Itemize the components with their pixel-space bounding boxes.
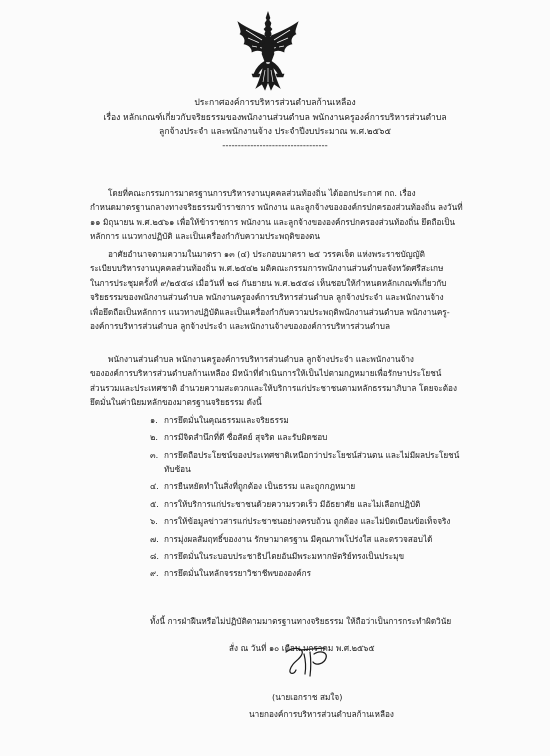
- item-number: ๕.: [150, 498, 159, 509]
- signer-name: (นายเอกราช สมใจ): [272, 692, 343, 702]
- item-number: ๓.: [150, 449, 159, 460]
- paragraph-3: [90, 352, 480, 410]
- given-date: สั่ง ณ วันที่ ๑๐ เดือน มกราคม พ.ศ.๒๕๖๕: [229, 643, 375, 653]
- paragraph-2: [90, 247, 480, 333]
- item-text: การมุ่งผลสัมฤทธิ์ของงาน รักษามาตรฐาน มีคุณภาพโปร่งใส และตรวจสอบได้: [164, 533, 433, 544]
- handwritten-signature: [280, 644, 336, 680]
- paragraph-line: จริยธรรมของพนักงานส่วนตำบล พนักงานครูองค์การบริหารส่วนตำบล ลูกจ้างประจำ และพนักงานจ้าง: [90, 292, 444, 303]
- item-text: การมีจิตสำนึกที่ดี ซื่อสัตย์ สุจริต และรับผิดชอบ: [164, 432, 328, 443]
- item-text: การยึดถือประโยชน์ของประเทศชาติเหนือกว่าประโยชน์ส่วนตน และไม่มีผลประโยชน์: [164, 449, 460, 460]
- core-values-list: [150, 413, 490, 584]
- item-text: การยึดมั่นในหลักจรรยาวิชาชีพขององค์กร: [164, 568, 311, 579]
- paragraph-line: ๑๑ มิถุนายน พ.ศ.๒๕๖๑ เพื่อให้ข้าราชการ พนักงาน และลูกจ้างขององค์กรปกครองส่วนท้องถิ่น ยึดถือเป็น: [90, 216, 455, 227]
- paragraph-line: ในการประชุมครั้งที่ ๙/๒๕๕๘ เมื่อวันที่ ๒๘ กันยายน พ.ศ.๒๕๕๘ เห็นชอบให้กำหนดหลักเกณฑ์เกี่ยวกับ: [90, 277, 447, 288]
- item-number: ๗.: [150, 533, 159, 544]
- paragraph-1: [90, 186, 480, 244]
- closing-statement: ทั้งนี้ การฝ่าฝืนหรือไม่ปฏิบัติตามมาตรฐานทางจริยธรรม ให้ถือว่าเป็นการกระทำผิดวินัย: [150, 616, 452, 626]
- list-item: [150, 566, 490, 580]
- list-item: [150, 430, 490, 444]
- list-item: [150, 479, 490, 493]
- list-item: [150, 497, 490, 511]
- list-item: [150, 549, 490, 563]
- paragraph-line: ยึดมั่นในค่านิยมหลักของมาตรฐานจริยธรรม ดังนี้: [90, 397, 262, 408]
- signer-position: นายกองค์การบริหารส่วนตำบลก้านเหลือง: [249, 709, 394, 719]
- item-number: ๒.: [150, 432, 158, 443]
- title-separator: ----------------------------------: [222, 141, 328, 151]
- item-number: ๙.: [150, 568, 159, 579]
- paragraph-line: ระเบียบบริหารงานบุคคลส่วนท้องถิ่น พ.ศ.๒๕๔๒ มติคณะกรรมการพนักงานส่วนตำบลจังหวัดศรีสะเกษ: [90, 263, 444, 274]
- item-text-block: [164, 448, 490, 476]
- item-text: การให้ข้อมูลข่าวสารแก่ประชาชนอย่างครบถ้วน ถูกต้อง และไม่บิดเบือนข้อเท็จจริง: [164, 516, 451, 527]
- item-text: การยึดมั่นในคุณธรรมและจริยธรรม: [164, 415, 289, 425]
- paragraph-line: องค์การบริหารส่วนตำบล ลูกจ้างประจำ และพนักงานจ้างขององค์การบริหารส่วนตำบล: [90, 321, 391, 332]
- item-number: ๔.: [150, 481, 159, 492]
- item-number: ๘.: [150, 550, 159, 561]
- paragraph-line: พนักงานส่วนตำบล พนักงานครูองค์การบริหารส่วนตำบล ลูกจ้างประจำ และพนักงานจ้าง: [108, 354, 414, 364]
- paragraph-line: อาศัยอำนาจตามความในมาตรา ๑๓ (๔) ประกอบมาตรา ๒๕ วรรคเจ็ด แห่งพระราชบัญญัติ: [108, 249, 425, 259]
- subject-line-1: เรื่อง หลักเกณฑ์เกี่ยวกับจริยธรรมของพนักงานส่วนตำบล พนักงานครูองค์การบริหารส่วนตำบล: [103, 113, 447, 123]
- paragraph-line: ขององค์การบริหารส่วนตำบลก้านเหลือง มีหน้าที่ดำเนินการให้เป็นไปตามกฎหมายเพื่อรักษาประโยชน์: [90, 368, 442, 379]
- item-text: การยึดมั่นในระบอบประชาธิปไตยอันมีพระมหากษัตริย์ทรงเป็นประมุข: [164, 550, 405, 561]
- paragraph-line: ส่วนรวมและประเทศชาติ อำนวยความสะดวกและให้บริการแก่ประชาชนตามหลักธรรมาภิบาล โดยจะต้อง: [90, 382, 457, 393]
- garuda-emblem-icon: [234, 10, 302, 92]
- announcement-title: ประกาศองค์การบริหารส่วนตำบลก้านเหลือง: [194, 98, 356, 108]
- item-text-continued: ทับซ้อน: [164, 463, 191, 474]
- item-text: การให้บริการแก่ประชาชนด้วยความรวดเร็ว มีอัธยาศัย และไม่เลือกปฏิบัติ: [164, 498, 421, 509]
- list-item: [150, 532, 490, 546]
- paragraph-line: กำหนดมาตรฐานกลางทางจริยธรรมข้าราชการ พนักงาน และลูกจ้างขององค์กรปกครองส่วนท้องถิ่น ลงวันที่: [90, 202, 463, 213]
- subject-line-2: ลูกจ้างประจำ และพนักงานจ้าง ประจำปีงบประมาณ พ.ศ.๒๕๖๕: [159, 127, 391, 137]
- item-number: ๑.: [150, 415, 158, 425]
- item-text: การยืนหยัดทำในสิ่งที่ถูกต้อง เป็นธรรม และถูกกฎหมาย: [164, 481, 356, 492]
- paragraph-line: หลักการ แนวทางปฏิบัติ และเป็นเครื่องกำกับความประพฤติของตน: [90, 231, 320, 242]
- list-item: [150, 514, 490, 528]
- list-item: [150, 413, 490, 427]
- paragraph-line: เพื่อยึดถือเป็นหลักการ แนวทางปฏิบัติและเป็นเครื่องกำกับความประพฤติพนักงานส่วนตำบล พนักงานครู-: [90, 306, 450, 317]
- list-item: [150, 448, 490, 476]
- item-number: ๖.: [150, 516, 158, 527]
- paragraph-line: โดยที่คณะกรรมการมาตรฐานการบริหารงานบุคคลส่วนท้องถิ่น ได้ออกประกาศ กถ. เรื่อง: [108, 188, 416, 198]
